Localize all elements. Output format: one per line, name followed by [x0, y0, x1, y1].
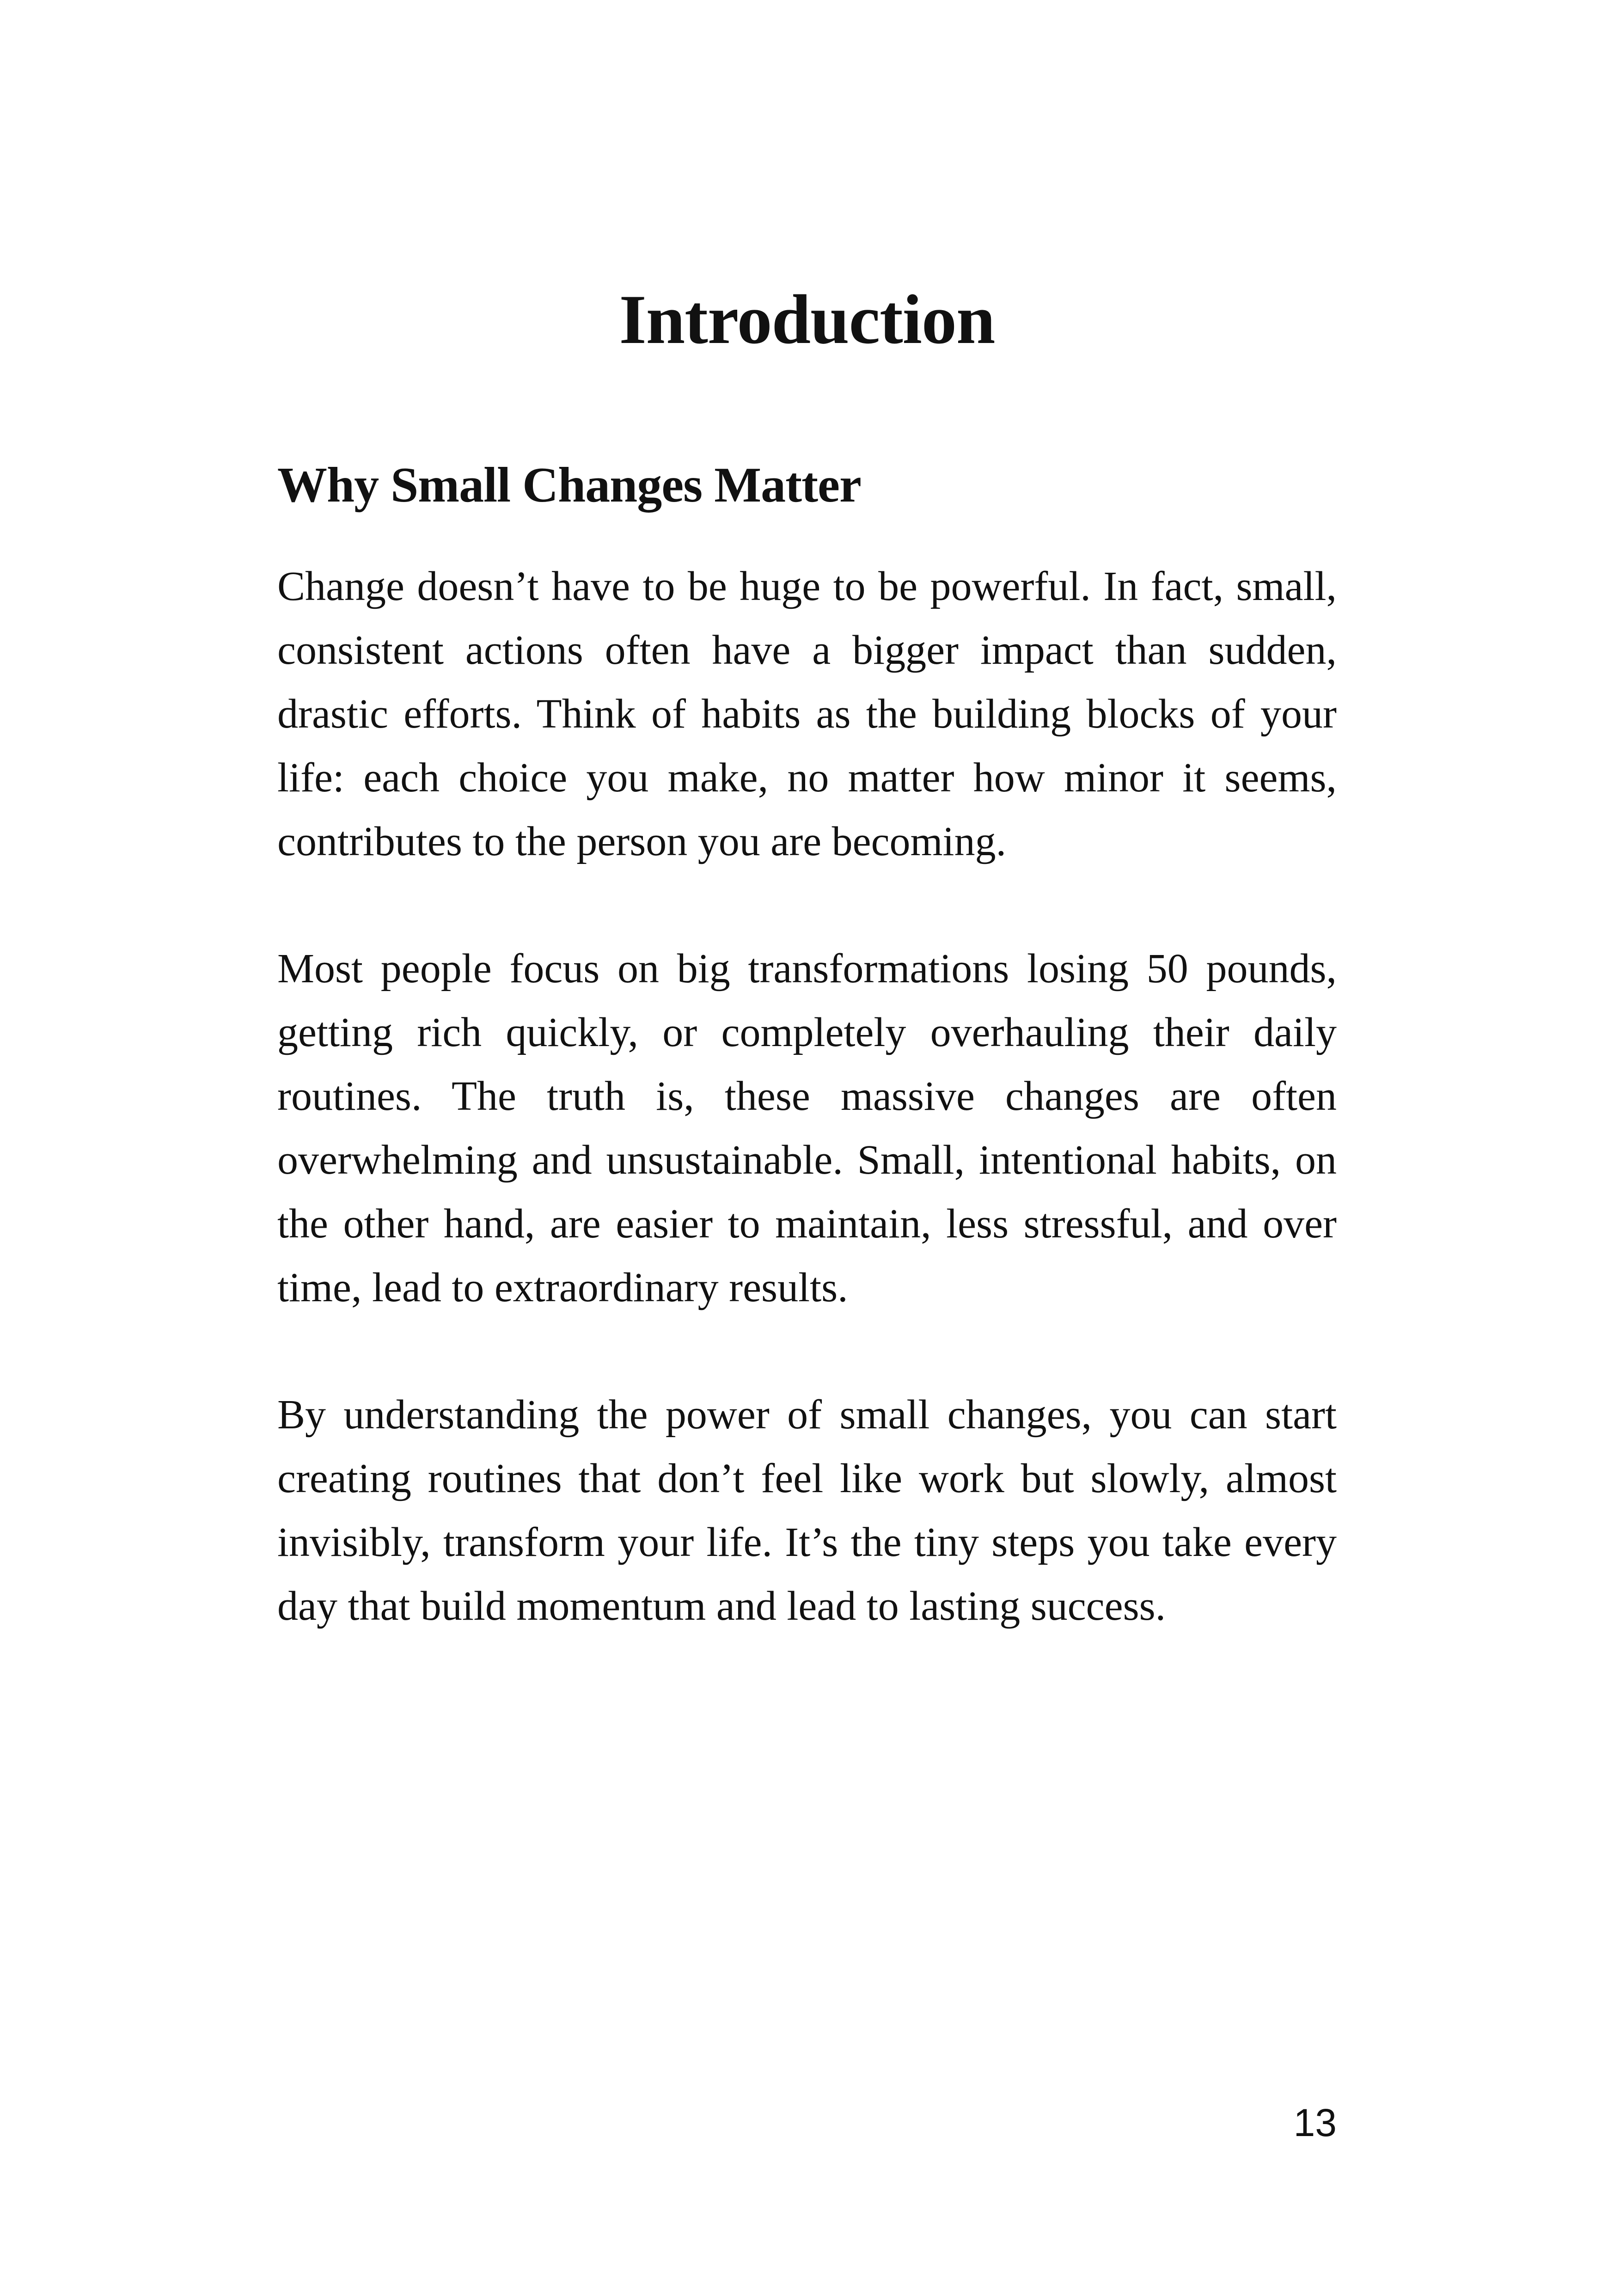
section-heading: Why Small Changes Matter — [277, 458, 861, 513]
page-number: 13 — [1293, 2101, 1337, 2144]
paragraph: Most people focus on big transformations losing 50 pounds, getting rich quickly, or completely overhauling their daily routines. The truth is, these massive changes are often overwhelming and unsustainable. Small, intentional habits, on the other hand, are easier to maintain, less stressful, and over time, lead to extraordinary results. — [277, 946, 1337, 1310]
body-text — [277, 555, 1337, 1702]
paragraph: Change doesn’t have to be huge to be powerful. In fact, small, consistent actions often have a bigger impact than sudden, drastic efforts. Think of habits as the building blocks of your life: each choice you make, no matter how minor it seems, contributes to the person you are becoming. — [277, 563, 1337, 864]
paragraph: By understanding the power of small changes, you can start creating routines that don’t feel like work but slowly, almost invisibly, transform your life. It’s the tiny steps you take every day that build momentum and lead to lasting success. — [277, 1392, 1337, 1629]
chapter-title: Introduction — [619, 281, 995, 358]
